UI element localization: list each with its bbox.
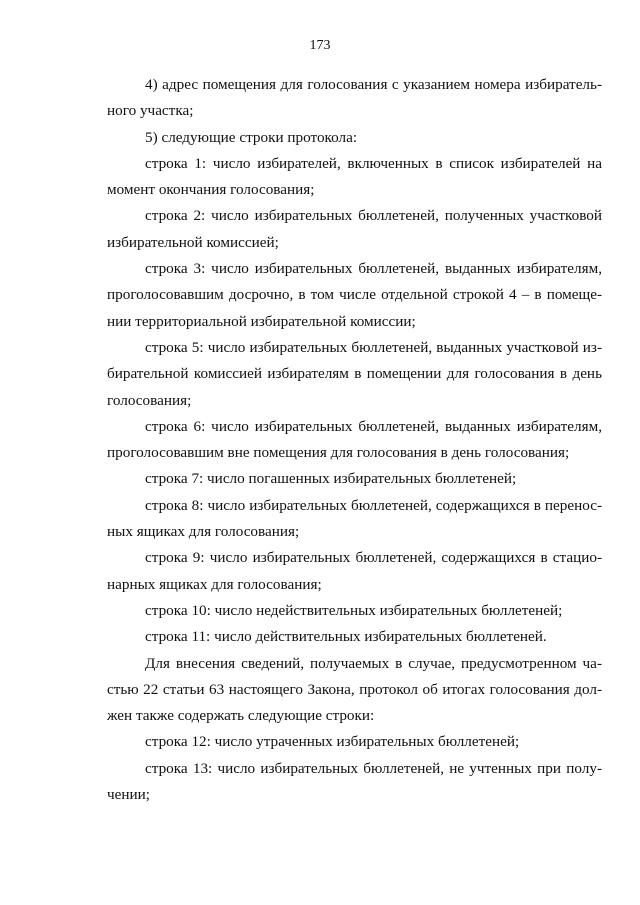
paragraph-line-5: строка 5: число избирательных бюллетеней, выданных участковой избирательной комиссией избирателям в помещении для голосования в день голосования;: [107, 338, 602, 409]
paragraph-line-8: строка 8: число избирательных бюллетеней, содержащихся в переносных ящиках для голосования;: [107, 496, 602, 541]
paragraph-line-6: строка 6: число избирательных бюллетеней, выданных избирателям, проголосовавшим вне помещения для голосования в день голосования;: [107, 417, 602, 462]
paragraph-line-1: строка 1: число избирателей, включенных в список избирателей на момент окончания голосования;: [107, 154, 602, 199]
paragraph-line-2: строка 2: число избирательных бюллетеней, полученных участковой избирательной комиссией;: [107, 207, 602, 251]
paragraph-line-13: строка 13: число избирательных бюллетеней, не учтенных при получении;: [107, 759, 602, 804]
paragraph-item-5-protocol-lines: 5) следующие строки протокола:: [145, 128, 358, 146]
paragraph-line-3: строка 3: число избирательных бюллетеней, выданных избирателям, проголосовавшим досрочно, в том числе отдельной строкой 4 – в помещении территориальной избирательной комиссии;: [107, 260, 602, 330]
paragraph-line-7: строка 7: число погашенных избирательных бюллетеней;: [145, 470, 517, 488]
body-text: [107, 72, 602, 808]
paragraph-item-4-address: 4) адрес помещения для голосования с указанием номера избирательного участка;: [107, 76, 602, 120]
page-number: 173: [309, 38, 331, 53]
paragraph-line-12: строка 12: число утраченных избирательных бюллетеней;: [145, 733, 520, 751]
paragraph-line-10: строка 10: число недействительных избирательных бюллетеней;: [145, 601, 563, 619]
paragraph-line-9: строка 9: число избирательных бюллетеней, содержащихся в стационарных ящиках для голосования;: [107, 549, 602, 593]
paragraph-additional-lines-intro: Для внесения сведений, получаемых в случае, предусмотренном частью 22 статьи 63 настоящего Закона, протокол об итогах голосования должен также содержать следующие строки:: [107, 654, 602, 725]
paragraph-line-11: строка 11: число действительных избирательных бюллетеней.: [145, 628, 547, 646]
